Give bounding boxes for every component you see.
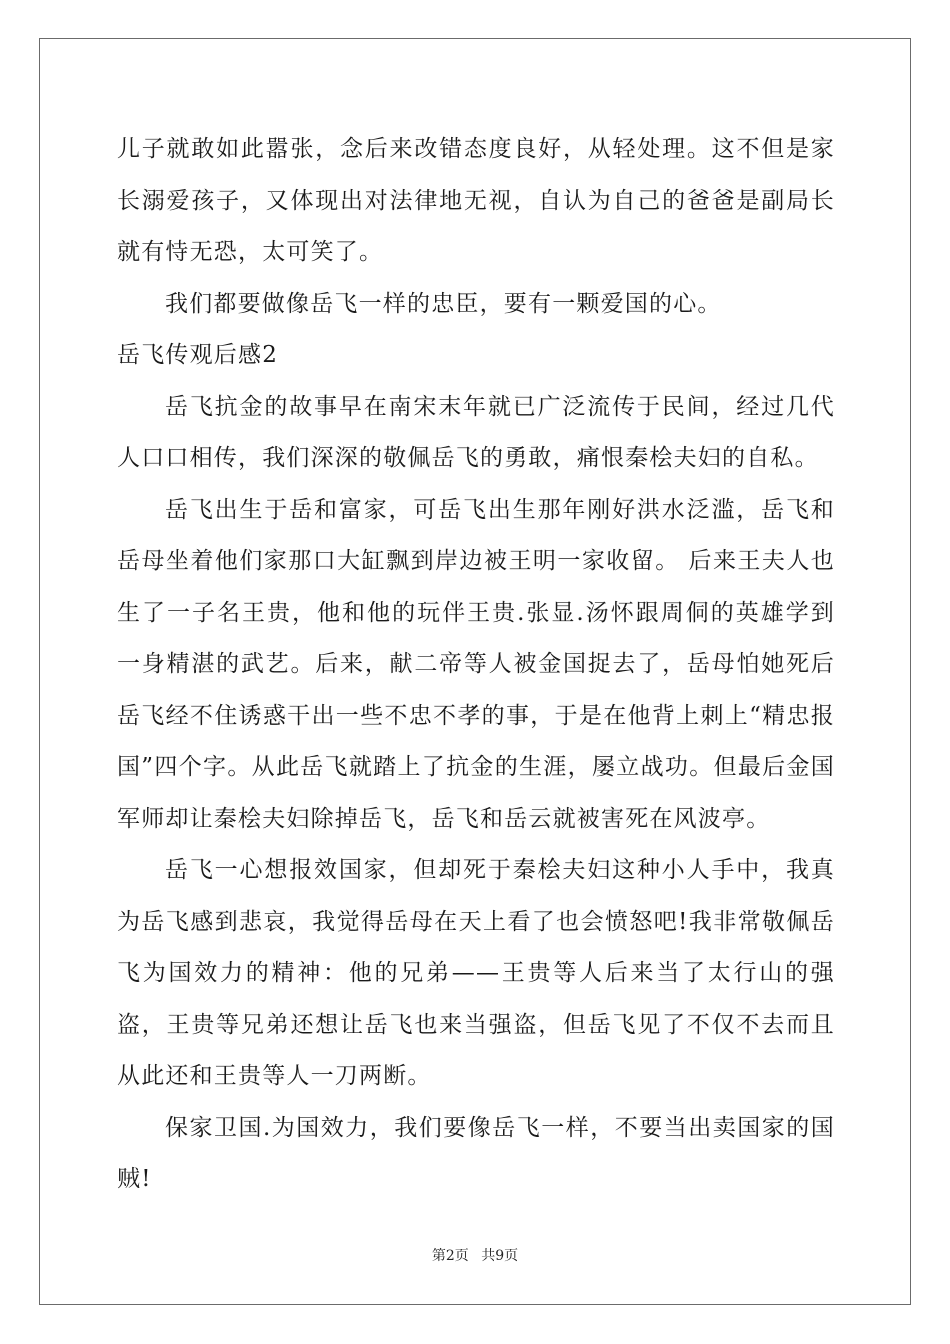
page-footer bbox=[0, 1245, 950, 1265]
paragraph: 我们都要做像岳飞一样的忠臣，要有一颗爱国的心。 bbox=[165, 290, 722, 317]
paragraph-continuation: 儿子就敢如此嚣张，念后来改错态度良好，从轻处理。这不但是家长溺爱孩子，又体现出对法律地无视，自认为自己的爸爸是副局长就有恃无恐，太可笑了。 bbox=[117, 136, 835, 265]
page-number: 第2页 bbox=[431, 1248, 469, 1264]
paragraph: 岳飞出生于岳和富家，可岳飞出生那年刚好洪水泛滥，岳飞和岳母坐着他们家那口大缸飘到岸边被王明一家收留。 后来王夫人也生了一子名王贵，他和他的玩伴王贵.张显.汤怀跟周侗的英雄学到一身精湛的武艺。后来，献二帝等人被金国捉去了，岳母怕她死后岳飞经不住诱惑干出一些不忠不孝的事，于是在他背上刺上“精忠报国”四个字。从此岳飞就踏上了抗金的生涯，屡立战功。但最后金国军师却让秦桧夫妇除掉岳飞，岳飞和岳云就被害死在风波亭。 bbox=[117, 496, 835, 832]
paragraph: 岳飞抗金的故事早在南宋末年就已广泛流传于民间，经过几代人口口相传，我们深深的敬佩岳飞的勇敢，痛恨秦桧夫妇的自私。 bbox=[117, 393, 835, 471]
document-body bbox=[117, 124, 835, 1206]
paragraph: 保家卫国.为国效力，我们要像岳飞一样，不要当出卖国家的国贼! bbox=[117, 1114, 835, 1192]
section-heading: 岳飞传观后感2 bbox=[117, 342, 279, 368]
paragraph: 岳飞一心想报效国家，但却死于秦桧夫妇这种小人手中，我真为岳飞感到悲哀，我觉得岳母在天上看了也会愤怒吧!我非常敬佩岳飞为国效力的精神：他的兄弟——王贵等人后来当了太行山的强盗，王贵等兄弟还想让岳飞也来当强盗，但岳飞见了不仅不去而且从此还和王贵等人一刀两断。 bbox=[117, 857, 835, 1089]
page-total: 共9页 bbox=[481, 1248, 519, 1264]
